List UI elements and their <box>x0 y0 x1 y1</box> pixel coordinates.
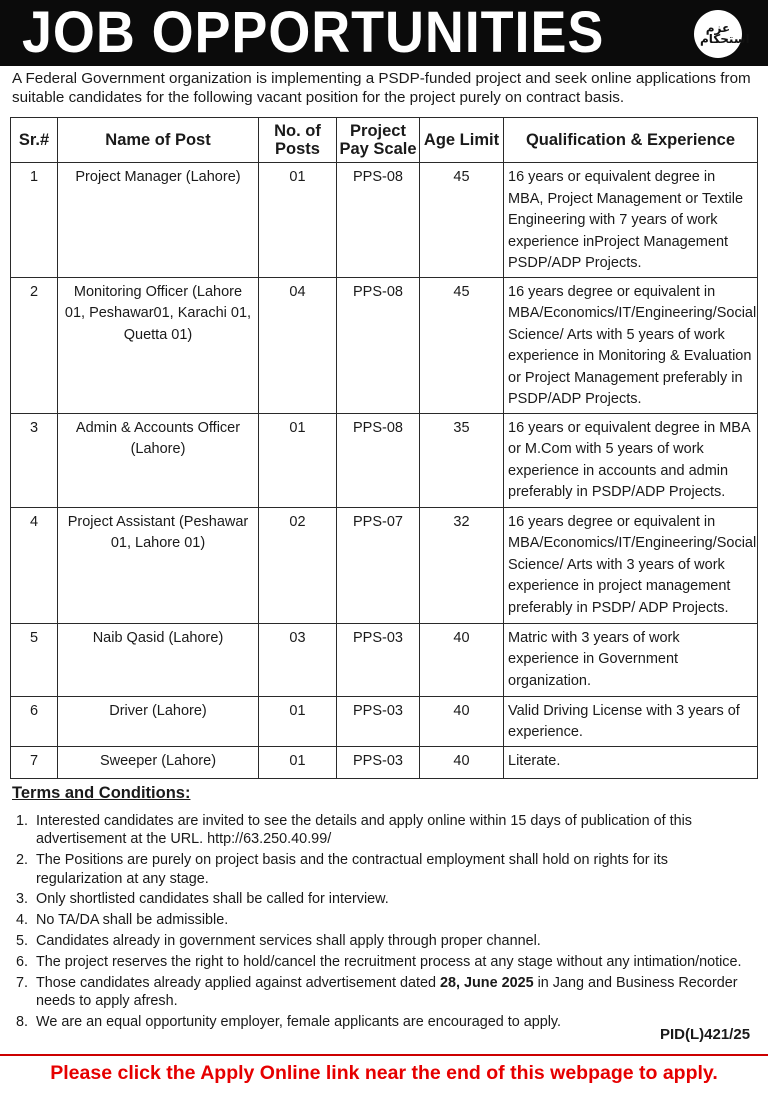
list-item <box>12 953 758 971</box>
age-cell: 40 <box>420 623 504 696</box>
column-header-posts-no: No. of Posts <box>259 118 337 163</box>
sr-cell: 1 <box>11 163 58 278</box>
age-cell: 40 <box>420 746 504 778</box>
qualification-cell: 16 years or equivalent degree in MBA or M.Com with 5 years of work experience in accounts and admin preferably in PSDP/ADP Projects. <box>504 413 758 507</box>
column-header-sr: Sr.# <box>11 118 58 163</box>
scale-cell: PPS-08 <box>337 413 420 507</box>
column-header-qualification: Qualification & Experience <box>504 118 758 163</box>
post-cell: Naib Qasid (Lahore) <box>58 623 259 696</box>
qualification-cell: Literate. <box>504 746 758 778</box>
item-number: 5. <box>16 933 29 949</box>
table-row <box>11 696 758 746</box>
scale-cell: PPS-08 <box>337 277 420 413</box>
table-row <box>11 277 758 413</box>
item-number: 4. <box>16 912 29 929</box>
sr-cell: 4 <box>11 507 58 623</box>
qualification-cell: Matric with 3 years of work experience in Government organization. <box>504 623 758 696</box>
pid-code: PID(L)421/25 <box>660 1026 751 1043</box>
posts-cell: 03 <box>259 623 337 696</box>
table-row <box>11 507 758 623</box>
list-item <box>12 851 758 888</box>
list-item <box>12 812 758 849</box>
list-item <box>12 932 758 950</box>
jobs-table <box>10 117 758 779</box>
item-text: Candidates already in government services shall apply through proper channel. <box>36 933 541 949</box>
list-item <box>12 911 758 929</box>
age-cell: 40 <box>420 696 504 746</box>
item-text: Only shortlisted candidates shall be called for interview. <box>36 891 389 908</box>
apply-notice-text: Please click the Apply Online link near the end of this webpage to apply. <box>50 1062 718 1084</box>
table-row <box>11 163 758 278</box>
sr-cell: 7 <box>11 746 58 778</box>
sr-cell: 3 <box>11 413 58 507</box>
logo-text: عزم استحکام <box>700 21 750 46</box>
item-number: 6. <box>16 953 29 970</box>
footer-notice <box>0 1054 768 1094</box>
intro-paragraph: A Federal Government organization is implementing a PSDP-funded project and seek online applications from suitable candidates for the following vacant position for the project purely on contract basis. <box>12 70 751 106</box>
column-header-age: Age Limit <box>420 118 504 163</box>
qualification-cell: 16 years or equivalent degree in MBA, Project Management or Textile Engineering with 7 years of work experience inProject Management PSDP/ADP Projects. <box>504 163 758 278</box>
qualification-cell: 16 years degree or equivalent in MBA/Economics/IT/Engineering/Social Science/ Arts with 3 years of work experience in project management preferably in PSDP/ ADP Projects. <box>504 507 758 623</box>
qualification-cell: Valid Driving License with 3 years of experience. <box>504 696 758 746</box>
sr-cell: 2 <box>11 277 58 413</box>
item-number: 2. <box>16 852 29 869</box>
age-cell: 45 <box>420 277 504 413</box>
scale-cell: PPS-03 <box>337 746 420 778</box>
posts-cell: 01 <box>259 163 337 278</box>
qualification-cell: 16 years degree or equivalent in MBA/Economics/IT/Engineering/Social Science/ Arts with 5 years of work experience in Monitoring & Evaluation or Project Management preferably in PSDP/ADP Projects. <box>504 277 758 413</box>
scale-cell: PPS-03 <box>337 623 420 696</box>
item-text-before: Those candidates already applied against advertisement dated <box>36 974 440 991</box>
organization-logo <box>694 10 750 58</box>
posts-cell: 01 <box>259 413 337 507</box>
column-header-post: Name of Post <box>58 118 259 163</box>
table-row <box>11 413 758 507</box>
terms-heading: Terms and Conditions: <box>12 784 191 802</box>
table-row <box>11 623 758 696</box>
age-cell: 35 <box>420 413 504 507</box>
item-text: The project reserves the right to hold/cancel the recruitment process at any stage without any intimation/notice. <box>36 953 742 970</box>
post-cell: Admin & Accounts Officer (Lahore) <box>58 413 259 507</box>
terms-list <box>12 812 758 1034</box>
age-cell: 32 <box>420 507 504 623</box>
sr-cell: 5 <box>11 623 58 696</box>
list-item <box>12 1013 758 1031</box>
item-number: 8. <box>16 1013 29 1030</box>
advert-date: 28, June 2025 <box>440 974 534 991</box>
sr-cell: 6 <box>11 696 58 746</box>
table-header-row <box>11 118 758 163</box>
scale-cell: PPS-07 <box>337 507 420 623</box>
scale-cell: PPS-03 <box>337 696 420 746</box>
post-cell: Project Manager (Lahore) <box>58 163 259 278</box>
item-text: We are an equal opportunity employer, female applicants are encouraged to apply. <box>36 1013 562 1030</box>
item-text: Interested candidates are invited to see the details and apply online within 15 days of publication of this advertisement at the URL. http://63.250.40.99/ <box>36 813 692 848</box>
page-title: JOB OPPORTUNITIES <box>22 0 605 65</box>
post-cell: Sweeper (Lahore) <box>58 746 259 778</box>
scale-cell: PPS-08 <box>337 163 420 278</box>
table-row <box>11 746 758 778</box>
posts-cell: 02 <box>259 507 337 623</box>
list-item <box>12 974 758 1011</box>
post-cell: Monitoring Officer (Lahore 01, Peshawar01, Karachi 01, Quetta 01) <box>58 277 259 413</box>
post-cell: Project Assistant (Peshawar 01, Lahore 01) <box>58 507 259 623</box>
item-text-after: in Jang and Business Recorder needs to apply afresh. <box>36 974 738 1009</box>
list-item <box>12 890 758 908</box>
posts-cell: 01 <box>259 696 337 746</box>
posts-cell: 04 <box>259 277 337 413</box>
item-number: 7. <box>16 974 29 991</box>
item-text: The Positions are purely on project basis and the contractual employment shall hold on rights for its regularization at any stage. <box>36 852 668 887</box>
column-header-pay-scale: Project Pay Scale <box>337 118 420 163</box>
header-banner <box>0 0 768 66</box>
item-number: 3. <box>16 891 29 908</box>
post-cell: Driver (Lahore) <box>58 696 259 746</box>
age-cell: 45 <box>420 163 504 278</box>
item-text: No TA/DA shall be admissible. <box>36 912 229 929</box>
item-number: 1. <box>16 813 29 829</box>
posts-cell: 01 <box>259 746 337 778</box>
